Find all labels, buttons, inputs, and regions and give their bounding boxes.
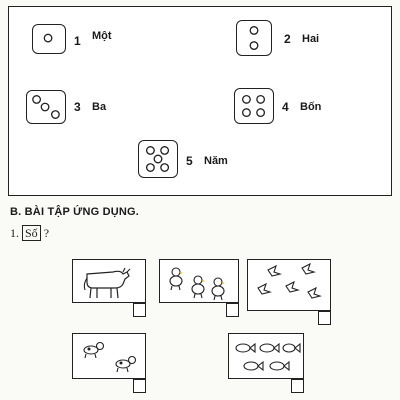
word-nam: Năm xyxy=(204,155,228,167)
number-2: 2 xyxy=(284,32,291,46)
number-3: 3 xyxy=(74,100,81,114)
number-1: 1 xyxy=(74,34,81,48)
number-4: 4 xyxy=(282,100,289,114)
die-five xyxy=(138,140,178,178)
picture-card-chicks xyxy=(159,259,239,303)
picture-card-dogs xyxy=(72,333,146,379)
word-hai: Hai xyxy=(302,33,320,45)
die-two xyxy=(236,20,272,56)
number-5: 5 xyxy=(186,154,193,168)
answer-box-chicks[interactable] xyxy=(226,303,239,317)
picture-card-birds xyxy=(247,259,331,311)
word-ba: Ba xyxy=(92,101,107,113)
exercise-boxed-word: Số xyxy=(22,225,41,241)
die-one xyxy=(32,24,66,54)
chick-icon xyxy=(160,260,238,302)
bird-icon xyxy=(248,260,330,310)
word-mot: Một xyxy=(92,30,112,42)
cow-icon xyxy=(73,260,145,302)
die-four xyxy=(234,88,274,124)
dog-icon xyxy=(73,334,145,378)
picture-card-fish xyxy=(228,333,304,379)
exercise-suffix: ? xyxy=(43,226,50,240)
exercise-number: 1. xyxy=(10,226,19,240)
fish-icon xyxy=(229,334,303,378)
picture-card-cow xyxy=(72,259,146,303)
word-bon: Bốn xyxy=(300,101,322,113)
die-three xyxy=(26,90,66,124)
answer-box-cow[interactable] xyxy=(133,303,146,317)
answer-box-dogs[interactable] xyxy=(133,379,146,393)
answer-box-fish[interactable] xyxy=(291,379,304,393)
section-title: B. BÀI TẬP ỨNG DỤNG. xyxy=(10,206,140,218)
exercise-1-prompt xyxy=(10,226,49,241)
answer-box-birds[interactable] xyxy=(318,311,331,325)
